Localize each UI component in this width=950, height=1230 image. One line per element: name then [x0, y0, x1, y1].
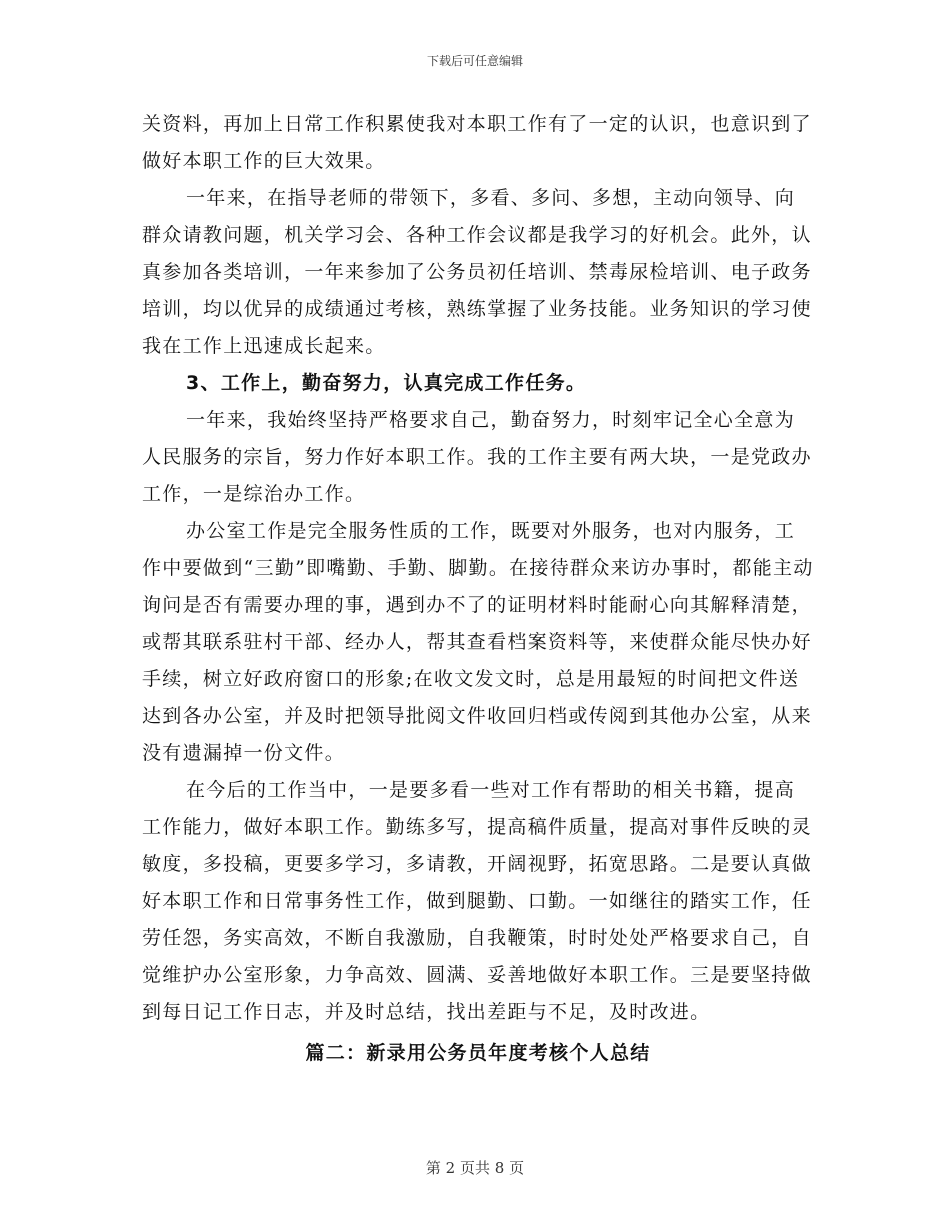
- header-note: 下载后可任意编辑: [426, 54, 523, 68]
- page-number: 第 2 页共 8 页: [425, 1159, 525, 1177]
- paragraph-learning: 一年来，在指导老师的带领下，多看、多问、多想，主动向领导、向群众请教问题，机关学习会、各种工作会议都是我学习的好机会。此外，认真参加各类培训，一年来参加了公务员初任培训、禁毒尿检培训、电子政务培训，均以优异的成绩通过考核，熟练掌握了业务技能。业务知识的学习使我在工作上迅速成长起来。: [142, 187, 812, 357]
- paragraph-work-overview: 一年来，我始终坚持严格要求自己，勤奋努力，时刻牢记全心全意为人民服务的宗旨，努力作好本职工作。我的工作主要有两大块，一是党政办工作，一是综治办工作。: [142, 409, 812, 505]
- paragraph-continuation: 关资料，再加上日常工作积累使我对本职工作有了一定的认识，也意识到了做好本职工作的巨大效果。: [142, 113, 812, 172]
- paragraph-future-plans: 在今后的工作当中，一是要多看一些对工作有帮助的相关书籍，提高工作能力，做好本职工作。勤练多写，提高稿件质量，提高对事件反映的灵敏度，多投稿，更要多学习，多请教，开阔视野，拓宽思路。二是要认真做好本职工作和日常事务性工作，做到腿勤、口勤。一如继往的踏实工作，任劳任怨，务实高效，不断自我激励，自我鞭策，时时处处严格要求自己，自觉维护办公室形象，力争高效、圆满、妥善地做好本职工作。三是要坚持做到每日记工作日志，并及时总结，找出差距与不足，及时改进。: [142, 779, 812, 1023]
- document-body: [142, 106, 814, 1072]
- section-heading-3: 3、工作上，勤奋努力，认真完成工作任务。: [186, 372, 587, 394]
- article-title: 篇二：新录用公务员年度考核个人总结: [305, 1042, 651, 1064]
- paragraph-office-work: 办公室工作是完全服务性质的工作，既要对外服务，也对内服务，工作中要做到“三勤”即嘴勤、手勤、脚勤。在接待群众来访办事时，都能主动询问是否有需要办理的事，遇到办不了的证明材料时能耐心向其解释清楚，或帮其联系驻村干部、经办人，帮其查看档案资料等，来使群众能尽快办好手续，树立好政府窗口的形象;在收文发文时，总是用最短的时间把文件送达到各办公室，并及时把领导批阅文件收回归档或传阅到其他办公室，从来没有遗漏掉一份文件。: [142, 520, 814, 764]
